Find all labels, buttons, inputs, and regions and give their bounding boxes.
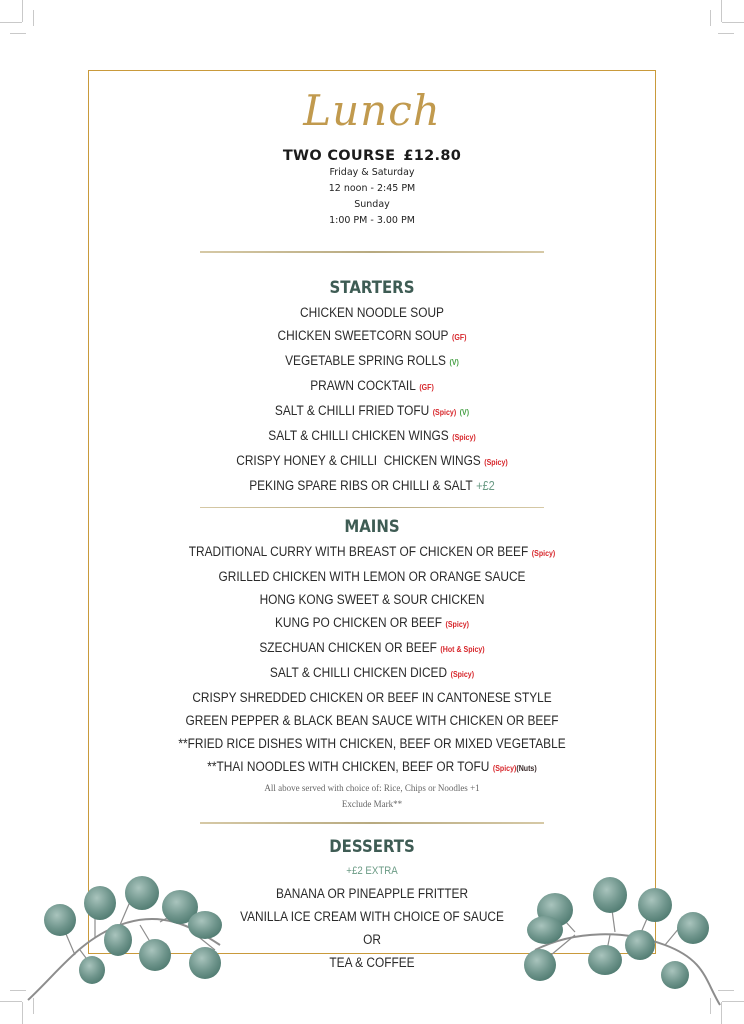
crop-mark <box>22 0 23 22</box>
mains-note: Exclude Mark** <box>341 799 403 809</box>
mains-note: All above served with choice of: Rice, Chips or Noodles +1 <box>264 783 480 793</box>
vegetarian-tag: (V) <box>449 357 459 367</box>
menu-item: TEA & COFFEE <box>329 954 415 970</box>
spicy-tag: (Spicy) <box>531 549 556 558</box>
surcharge: +£2 <box>476 478 495 493</box>
menu-item: PEKING SPARE RIBS OR CHILLI & SALT +£2 <box>249 477 495 493</box>
offer-price: £12.80 <box>403 148 462 164</box>
crop-mark <box>0 1001 22 1002</box>
offer-label: TWO COURSE <box>282 148 396 164</box>
menu-item: SALT & CHILLI CHICKEN WINGS (Spicy) <box>268 427 476 443</box>
menu-item: CRISPY SHREDDED CHICKEN OR BEEF IN CANTONESE STYLE <box>192 690 552 705</box>
menu-item: VANILLA ICE CREAM WITH CHOICE OF SAUCE <box>240 908 504 924</box>
desserts-surcharge: +£2 EXTRA <box>346 864 398 877</box>
vegetarian-tag: (V) <box>459 407 470 417</box>
gf-tag: (GF) <box>419 382 434 392</box>
menu-item: SALT & CHILLI CHICKEN DICED (Spicy) <box>269 665 475 680</box>
eucalyptus-branch-icon <box>20 870 230 1010</box>
eucalyptus-branch-icon <box>515 870 730 1010</box>
section-title-mains: MAINS <box>344 517 400 537</box>
section-divider <box>200 507 544 509</box>
menu-item: KUNG PO CHICKEN OR BEEF (Spicy) <box>274 615 469 630</box>
menu-item: CHICKEN SWEETCORN SOUP (GF) <box>277 327 467 343</box>
menu-item: HONG KONG SWEET & SOUR CHICKEN <box>259 592 485 607</box>
menu-item: SZECHUAN CHICKEN OR BEEF (Hot & Spicy) <box>259 640 485 655</box>
section-divider <box>200 822 544 824</box>
menu-item: TRADITIONAL CURRY WITH BREAST OF CHICKEN OR BEEF (Spicy) <box>188 544 556 559</box>
spicy-tag: (Spicy) <box>492 764 517 773</box>
menu-item: CHICKEN NOODLE SOUP <box>300 304 444 320</box>
crop-mark <box>721 0 722 22</box>
section-title-starters: STARTERS <box>329 277 415 298</box>
crop-mark <box>0 22 22 23</box>
crop-mark <box>710 10 711 26</box>
menu-item: CRISPY HONEY & CHILLI CHICKEN WINGS (Spicy) <box>236 452 508 468</box>
menu-content <box>88 70 656 974</box>
section-divider <box>200 251 544 253</box>
menu-item: PRAWN COCKTAIL (GF) <box>310 377 434 393</box>
menu-item: SALT & CHILLI FRIED TOFU (Spicy) (V) <box>274 402 470 418</box>
menu-item: **FRIED RICE DISHES WITH CHICKEN, BEEF OR MIXED VEGETABLE <box>178 736 566 751</box>
opening-hours <box>88 165 656 229</box>
spicy-tag: (Spicy) <box>445 620 469 629</box>
hours-line: 12 noon - 2:45 PM <box>328 183 416 194</box>
crop-mark <box>718 33 734 34</box>
crop-mark <box>33 10 34 26</box>
hours-line: Friday & Saturday <box>329 167 415 178</box>
crop-mark <box>10 33 26 34</box>
spicy-tag: (Spicy) <box>452 432 476 442</box>
gf-tag: (GF) <box>452 332 467 342</box>
menu-item: **THAI NOODLES WITH CHICKEN, BEEF OR TOFU (Spicy)(Nuts) <box>207 759 537 774</box>
spicy-tag: (Spicy) <box>432 407 457 417</box>
offer-headline <box>88 148 656 164</box>
section-title-desserts: DESSERTS <box>329 836 415 857</box>
menu-item: GRILLED CHICKEN WITH LEMON OR ORANGE SAUCE <box>218 569 526 584</box>
menu-title: Lunch <box>303 86 441 135</box>
starters-list <box>88 301 656 498</box>
hours-line: Sunday <box>354 199 390 210</box>
hours-line: 1:00 PM - 3.00 PM <box>329 215 415 226</box>
spicy-tag: (Spicy) <box>484 457 508 467</box>
mains-list <box>88 540 656 780</box>
menu-item: OR <box>363 931 381 947</box>
menu-item: VEGETABLE SPRING ROLLS (V) <box>285 352 459 368</box>
nuts-tag: (Nuts) <box>516 764 537 773</box>
crop-mark <box>722 22 744 23</box>
hot-spicy-tag: (Hot & Spicy) <box>440 645 485 654</box>
menu-item: BANANA OR PINEAPPLE FRITTER <box>275 885 469 901</box>
spicy-tag: (Spicy) <box>450 670 475 679</box>
menu-item: GREEN PEPPER & BLACK BEAN SAUCE WITH CHICKEN OR BEEF <box>185 713 559 728</box>
